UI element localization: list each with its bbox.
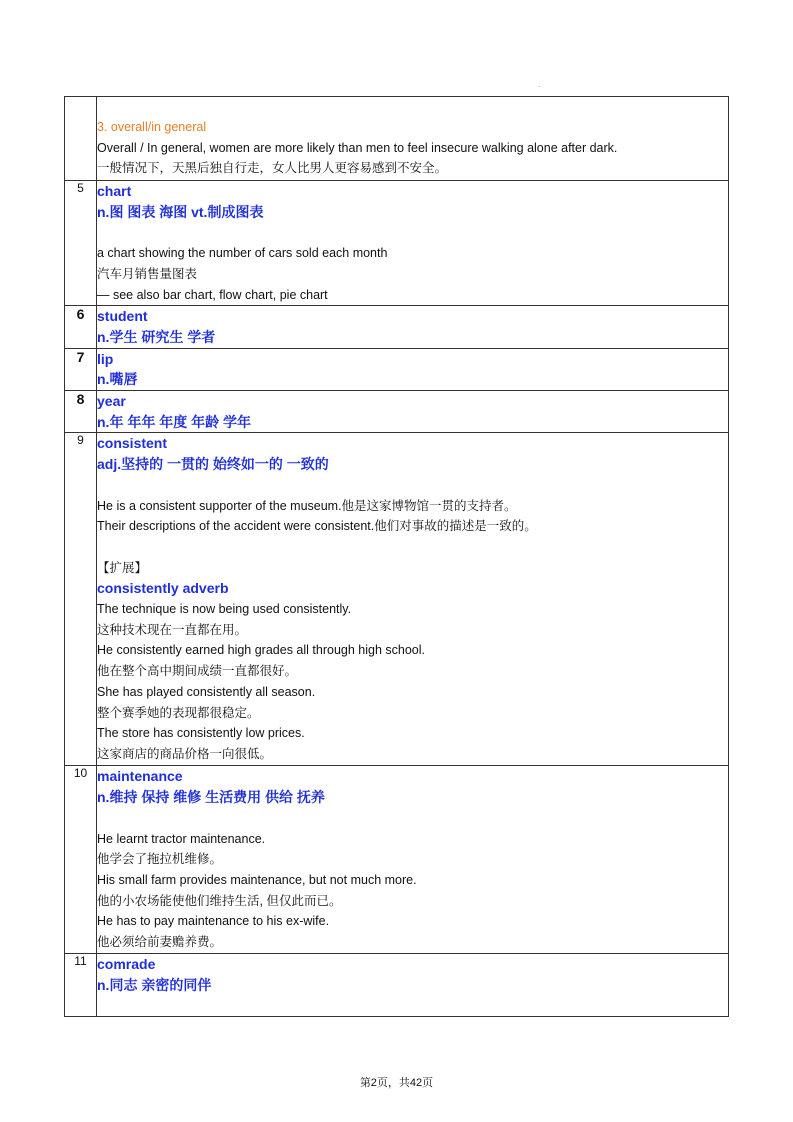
row-number: 11: [65, 954, 97, 1017]
entry-content: [97, 97, 729, 181]
page-footer: 第2页，共42页: [359, 1077, 434, 1089]
table-row: [65, 954, 729, 1017]
example-translation: 一般情况下，天黑后独自行走，女人比男人更容易感到不安全。: [97, 161, 448, 176]
header-dot: .: [538, 80, 541, 89]
derived-word: consistently adverb: [97, 580, 229, 597]
headword: chart: [97, 183, 132, 199]
extension-label: 【扩展】: [97, 560, 148, 575]
example-sentence: He learnt tractor maintenance.: [97, 831, 266, 846]
definition: n.年 年年 年度 年龄 学年: [97, 413, 251, 430]
example-translation: 这家商店的商品价格一向很低。: [97, 746, 273, 761]
subheading: 3. overall/in general: [97, 120, 207, 134]
example-translation: 他的小农场能使他们维持生活, 但仅此而已。: [97, 893, 342, 908]
definition: n.同志 亲密的同伴: [97, 977, 212, 994]
definition: n.学生 研究生 学者: [97, 328, 216, 345]
entry-content: [97, 391, 729, 433]
headword: comrade: [97, 956, 156, 973]
headword: lip: [97, 350, 114, 367]
example-sentence: He has to pay maintenance to his ex-wife.: [97, 914, 330, 929]
headword: year: [97, 393, 126, 410]
table-row: [65, 97, 729, 181]
row-number: 7: [65, 348, 97, 390]
example-translation: 这种技术现在一直都在用。: [97, 622, 248, 637]
definition: n.图 图表 海图 vt.制成图表: [97, 203, 264, 220]
vocabulary-table: [64, 96, 729, 1017]
headword: maintenance: [97, 768, 183, 785]
example-sentence: He is a consistent supporter of the museum.他是这家博物馆一贯的支持者。: [97, 498, 517, 513]
entry-content: [97, 306, 729, 348]
example-translation: 汽车月销售量图表: [97, 266, 198, 281]
row-number: 6: [65, 306, 97, 348]
headword: consistent: [97, 435, 168, 452]
entry-content: [97, 348, 729, 390]
see-also: — see also bar chart, flow chart, pie chart: [97, 287, 328, 302]
definition: n.维持 保持 维修 生活费用 供给 抚养: [97, 789, 325, 806]
example-sentence: The technique is now being used consistently.: [97, 602, 352, 617]
table-row: [65, 181, 729, 306]
example-sentence: Their descriptions of the accident were consistent.他们对事故的描述是一致的。: [97, 519, 537, 534]
example-translation: 整个赛季她的表现都很稳定。: [97, 705, 260, 720]
example-sentence: The store has consistently low prices.: [97, 726, 305, 741]
headword: student: [97, 308, 148, 325]
example-translation: 他必须给前妻赡养费。: [97, 935, 223, 950]
row-number: [65, 97, 97, 181]
entry-content: [97, 433, 729, 766]
row-number: 8: [65, 391, 97, 433]
example-translation: 他学会了拖拉机维修。: [97, 852, 223, 867]
table-row: [65, 766, 729, 954]
row-number: 10: [65, 766, 97, 954]
entry-content: [97, 954, 729, 1017]
definition: adj.坚持的 一贯的 始终如一的 一致的: [97, 456, 329, 473]
example-sentence: He consistently earned high grades all through high school.: [97, 643, 425, 658]
table-row: [65, 306, 729, 348]
table-row: [65, 348, 729, 390]
example-translation: 他在整个高中期间成绩一直都很好。: [97, 664, 298, 679]
entry-content: [97, 181, 729, 306]
row-number: 9: [65, 433, 97, 766]
example-sentence: His small farm provides maintenance, but not much more.: [97, 872, 417, 887]
example-sentence: She has played consistently all season.: [97, 684, 316, 699]
entry-content: [97, 766, 729, 954]
example-sentence: Overall / In general, women are more likely than men to feel insecure walking alone after dark.: [97, 140, 618, 155]
table-row: [65, 391, 729, 433]
example-sentence: a chart showing the number of cars sold each month: [97, 246, 388, 261]
table-row: [65, 433, 729, 766]
definition: n.嘴唇: [97, 371, 138, 388]
row-number: 5: [65, 181, 97, 306]
